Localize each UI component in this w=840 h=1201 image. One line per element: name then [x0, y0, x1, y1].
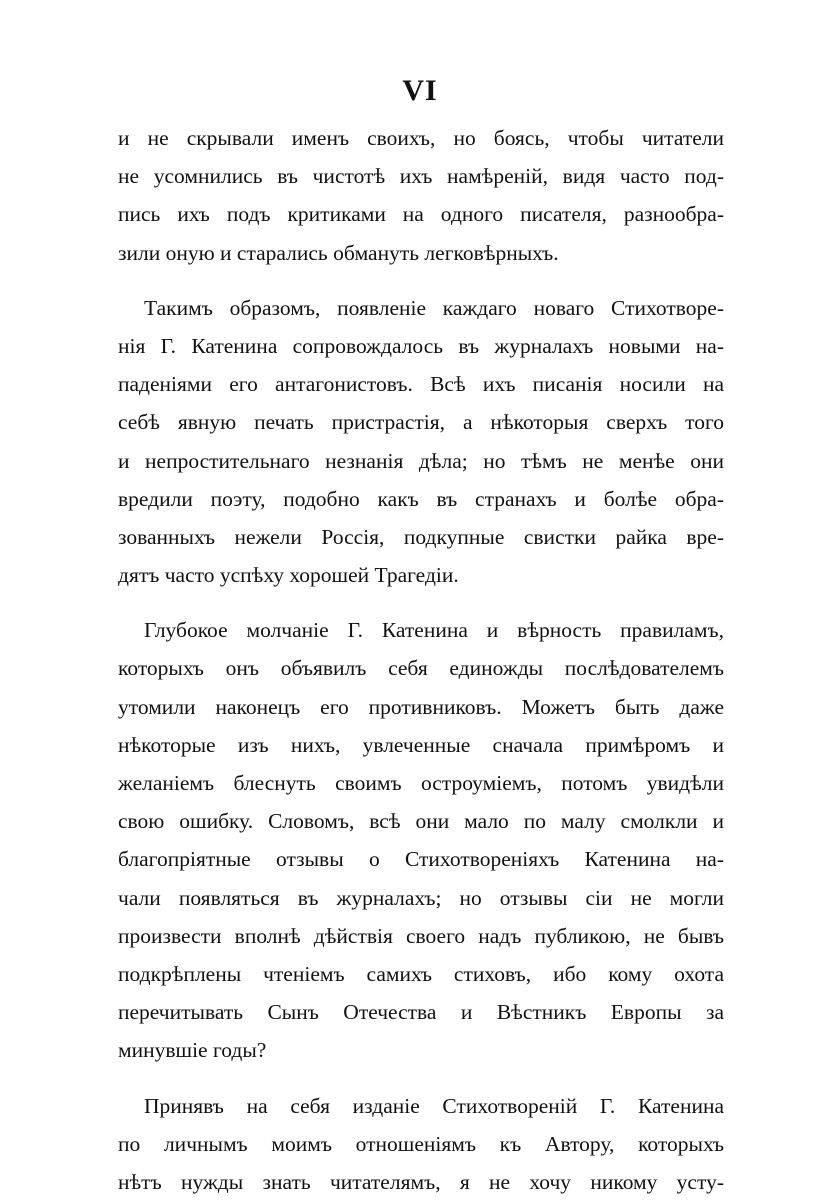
- text-line: паденіями его антагонистовъ. Всѣ ихъ писанія носили на: [118, 365, 724, 403]
- text-line: благопріятные отзывы о Стихотвореніяхъ Катенина на-: [118, 840, 724, 878]
- text-line: минувшіе годы?: [118, 1031, 724, 1069]
- page-body-text: [118, 119, 724, 1201]
- text-line: нія Г. Катенина сопровождалось въ журналахъ новыми на-: [118, 327, 724, 365]
- text-line: себѣ явную печать пристрастія, а нѣкоторыя сверхъ того: [118, 403, 724, 441]
- text-line: Такимъ образомъ, появленіе каждаго новаго Стихотворе-: [118, 289, 724, 327]
- text-line: подкрѣплены чтеніемъ самихъ стиховъ, ибо кому охота: [118, 955, 724, 993]
- text-line: и непростительнаго незнанія дѣла; но тѣмъ не менѣе они: [118, 442, 724, 480]
- text-line: желаніемъ блеснуть своимъ остроуміемъ, потомъ увидѣли: [118, 764, 724, 802]
- text-line: зили оную и старались обмануть легковѣрныхъ.: [118, 234, 724, 272]
- text-line: перечитывать Сынъ Отечества и Вѣстникъ Европы за: [118, 993, 724, 1031]
- text-line: дятъ часто успѣху хорошей Трагедіи.: [118, 556, 724, 594]
- text-line: не усомнились въ чистотѣ ихъ намѣреній, видя часто под-: [118, 157, 724, 195]
- text-line: произвести вполнѣ дѣйствія своего надъ публикою, не бывъ: [118, 917, 724, 955]
- text-line: которыхъ онъ объявилъ себя единожды послѣдователемъ: [118, 649, 724, 687]
- text-line: по личнымъ моимъ отношеніямъ къ Автору, которыхъ: [118, 1125, 724, 1163]
- text-line: Принявъ на себя изданіе Стихотвореній Г. Катенина: [118, 1087, 724, 1125]
- text-line: пись ихъ подъ критиками на одного писателя, разнообра-: [118, 195, 724, 233]
- text-line: утомили наконецъ его противниковъ. Можетъ быть даже: [118, 688, 724, 726]
- text-line: вредили поэту, подобно какъ въ странахъ и болѣе обра-: [118, 480, 724, 518]
- paragraph: [118, 611, 724, 1069]
- paragraph: [118, 1087, 724, 1201]
- text-line: Глубокое молчаніе Г. Катенина и вѣрность правиламъ,: [118, 611, 724, 649]
- text-line: и не скрывали именъ своихъ, но боясь, чтобы читатели: [118, 119, 724, 157]
- page-number: VI: [0, 74, 840, 108]
- text-line: зованныхъ нежели Россія, подкупные свистки райка вре-: [118, 518, 724, 556]
- text-line: чали появляться въ журналахъ; но отзывы сіи не могли: [118, 879, 724, 917]
- paragraph: [118, 119, 724, 272]
- paragraph: [118, 289, 724, 595]
- text-line: нѣтъ нужды знать читателямъ, я не хочу никому усту-: [118, 1163, 724, 1201]
- text-line: свою ошибку. Словомъ, всѣ они мало по малу смолкли и: [118, 802, 724, 840]
- text-line: нѣкоторые изъ нихъ, увлеченные сначала примѣромъ и: [118, 726, 724, 764]
